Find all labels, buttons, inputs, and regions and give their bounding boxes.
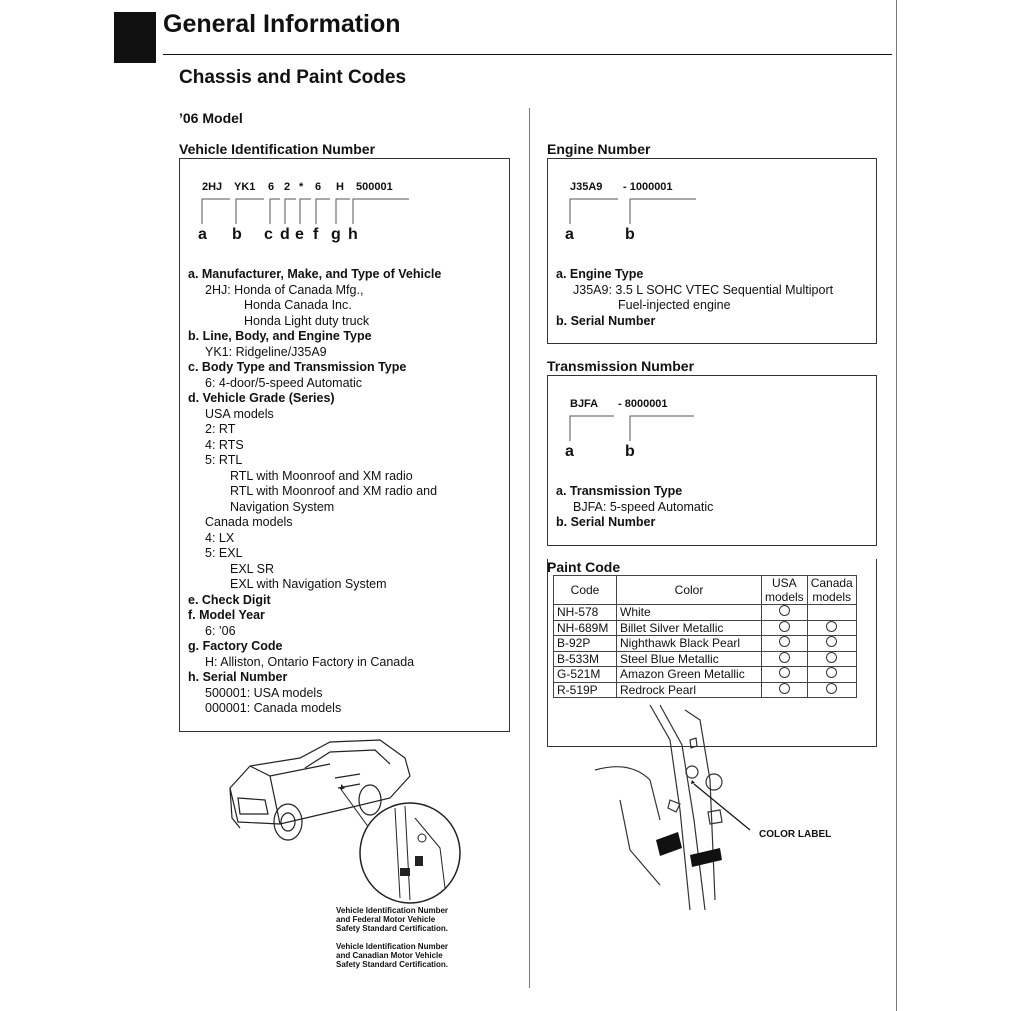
vin-desc-line: 2HJ: Honda of Canada Mfg.,	[205, 282, 364, 297]
availability-circle-icon	[826, 683, 837, 694]
vin-desc-line: 000001: Canada models	[205, 701, 342, 715]
vin-desc-f-heading: f. Model Year	[188, 608, 265, 622]
paint-color-cell: Redrock Pearl	[617, 682, 762, 698]
paint-row	[554, 667, 857, 683]
vin-desc-g-heading: g. Factory Code	[188, 639, 283, 653]
paint-table-body	[554, 605, 857, 698]
vin-desc-b-heading: b. Line, Body, and Engine Type	[188, 329, 372, 343]
vin-part-a: 2HJ	[202, 181, 223, 193]
page-edge-rule	[896, 0, 897, 1011]
vin-desc-line: RTL with Moonroof and XM radio	[230, 468, 413, 483]
paint-canada-availability-cell	[807, 620, 856, 636]
availability-circle-icon	[779, 636, 790, 647]
paint-code-cell: NH-689M	[554, 620, 617, 636]
paint-code-cell: B-92P	[554, 636, 617, 652]
vin-letter-e: e	[295, 226, 304, 243]
availability-circle-icon	[826, 667, 837, 678]
vin-callout-brackets	[180, 159, 511, 239]
engine-title: Engine Number	[547, 141, 651, 157]
engine-box	[547, 158, 877, 344]
paint-usa-availability-cell	[762, 682, 808, 698]
availability-circle-icon	[779, 652, 790, 663]
paint-header-code: Code	[554, 576, 617, 605]
caption-line: and Federal Motor Vehicle	[336, 915, 436, 924]
paint-canada-availability-cell	[807, 651, 856, 667]
vin-desc-line: 500001: USA models	[205, 685, 323, 700]
paint-row	[554, 682, 857, 698]
availability-circle-icon	[826, 621, 837, 632]
vin-part-b: YK1	[234, 181, 256, 193]
paint-header-canada-line2: models	[812, 590, 852, 604]
vin-desc-a-heading: a. Manufacturer, Make, and Type of Vehicle	[188, 267, 442, 281]
caption-line: and Canadian Motor Vehicle	[336, 951, 443, 960]
engine-letter-a: a	[565, 226, 574, 243]
engine-desc-line: Fuel-injected engine	[618, 298, 731, 312]
paint-row	[554, 636, 857, 652]
caption-vin-fmvss	[336, 906, 448, 933]
paint-header-usa	[762, 576, 808, 605]
chapter-tab-marker	[114, 12, 156, 63]
vin-desc-line: USA models	[205, 406, 274, 421]
paint-usa-availability-cell	[762, 636, 808, 652]
vin-desc-line: 5: EXL	[205, 546, 243, 560]
engine-callout-brackets	[548, 159, 878, 239]
vin-letter-g: g	[331, 226, 341, 243]
caption-line: Safety Standard Certification.	[336, 960, 449, 969]
vin-desc-line: H: Alliston, Ontario Factory in Canada	[205, 654, 415, 669]
paint-canada-availability-cell	[807, 667, 856, 683]
vin-desc-line: 5: RTL	[205, 453, 243, 467]
paint-canada-availability-cell	[807, 636, 856, 652]
vin-desc-line: Canada models	[205, 515, 293, 529]
paint-color-cell: Steel Blue Metallic	[617, 651, 762, 667]
vin-letter-d: d	[280, 226, 290, 243]
column-divider	[529, 108, 530, 988]
transmission-desc-b-heading: b. Serial Number	[556, 515, 656, 529]
paint-canada-availability-cell	[807, 682, 856, 698]
vin-letter-h: h	[348, 226, 358, 243]
transmission-letter-a: a	[565, 443, 574, 460]
caption-vin-cmvss	[336, 942, 448, 969]
availability-circle-icon	[779, 605, 790, 616]
vin-desc-line: YK1: Ridgeline/J35A9	[205, 344, 327, 359]
paint-canada-availability-cell	[807, 605, 856, 621]
vin-desc-line: 4: RTS	[205, 437, 244, 452]
paint-usa-availability-cell	[762, 620, 808, 636]
engine-desc-b-heading: b. Serial Number	[556, 313, 656, 328]
vin-title: Vehicle Identification Number	[179, 141, 376, 157]
caption-line: Vehicle Identification Number	[336, 942, 449, 951]
paint-row	[554, 651, 857, 667]
model-year-heading: ’06 Model	[179, 110, 243, 126]
transmission-desc-line: BJFA: 5-speed Automatic	[573, 499, 714, 514]
paint-usa-availability-cell	[762, 605, 808, 621]
vin-desc-line: 4: LX	[205, 530, 235, 545]
vin-desc-d-heading: d. Vehicle Grade (Series)	[188, 391, 335, 405]
vin-part-e: *	[299, 181, 304, 193]
transmission-title: Transmission Number	[547, 358, 695, 374]
paint-table-header	[554, 576, 857, 605]
paint-header-canada-line1: Canada	[810, 576, 853, 590]
availability-circle-icon	[826, 652, 837, 663]
vin-desc-c-heading: c. Body Type and Transmission Type	[188, 360, 407, 374]
engine-letter-b: b	[625, 226, 635, 243]
page-title: General Information	[163, 10, 401, 38]
vin-letter-f: f	[313, 226, 319, 243]
transmission-box	[547, 375, 877, 546]
transmission-code-b: - 8000001	[618, 398, 668, 410]
availability-circle-icon	[779, 683, 790, 694]
paint-code-cell: G-521M	[554, 667, 617, 683]
engine-code-a: J35A9	[570, 181, 603, 193]
vin-desc-line: Honda Canada Inc.	[244, 298, 352, 312]
paint-header-canada	[807, 576, 856, 605]
vin-part-d: 2	[284, 181, 291, 193]
door-jamb-illustration	[590, 700, 790, 910]
vin-letter-a: a	[198, 226, 207, 243]
vin-letter-b: b	[232, 226, 242, 243]
title-divider	[163, 54, 892, 55]
caption-line: Vehicle Identification Number	[336, 906, 449, 915]
paint-table	[553, 575, 857, 698]
section-title: Chassis and Paint Codes	[179, 67, 407, 88]
caption-line: Safety Standard Certification.	[336, 924, 449, 933]
transmission-code-a: BJFA	[570, 398, 599, 410]
vin-desc-line: EXL SR	[230, 561, 275, 576]
transmission-letter-b: b	[625, 443, 635, 460]
vin-desc-e-heading: e. Check Digit	[188, 592, 271, 607]
engine-code-b: - 1000001	[623, 181, 673, 193]
vin-part-h: 500001	[356, 181, 393, 193]
vin-desc-line: EXL with Navigation System	[230, 577, 387, 591]
vin-part-f: 6	[315, 181, 322, 193]
paint-usa-availability-cell	[762, 667, 808, 683]
paint-color-cell: White	[617, 605, 762, 621]
vin-desc-line: Honda Light duty truck	[244, 313, 370, 328]
vin-part-c: 6	[268, 181, 275, 193]
paint-header-color: Color	[617, 576, 762, 605]
vin-desc-line: 2: RT	[205, 422, 236, 436]
paint-color-cell: Amazon Green Metallic	[617, 667, 762, 683]
availability-circle-icon	[779, 621, 790, 632]
transmission-callout-brackets	[548, 376, 878, 456]
paint-code-cell: R-519P	[554, 682, 617, 698]
paint-row	[554, 620, 857, 636]
paint-color-cell: Nighthawk Black Pearl	[617, 636, 762, 652]
paint-header-usa-line2: models	[765, 590, 804, 604]
paint-table-wrap	[553, 575, 857, 698]
paint-color-cell: Billet Silver Metallic	[617, 620, 762, 636]
paint-code-cell: NH-578	[554, 605, 617, 621]
availability-circle-icon	[779, 667, 790, 678]
engine-desc-line: J35A9: 3.5 L SOHC VTEC Sequential Multiport	[573, 282, 834, 297]
vin-letter-c: c	[264, 226, 273, 243]
engine-desc-a-heading: a. Engine Type	[556, 267, 644, 281]
color-label-caption: COLOR LABEL	[759, 829, 832, 840]
vin-box	[179, 158, 510, 732]
paint-row	[554, 605, 857, 621]
vin-desc-line: 6: 4-door/5-speed Automatic	[205, 375, 363, 390]
vin-part-g: H	[336, 181, 344, 193]
availability-circle-icon	[826, 636, 837, 647]
transmission-desc-a-heading: a. Transmission Type	[556, 484, 683, 498]
vin-desc-h-heading: h. Serial Number	[188, 670, 288, 684]
truck-illustration	[210, 728, 490, 908]
vin-desc-line: RTL with Moonroof and XM radio and	[230, 484, 438, 498]
paint-code-cell: B-533M	[554, 651, 617, 667]
vin-desc-line: 6: ’06	[205, 623, 236, 638]
paint-usa-availability-cell	[762, 651, 808, 667]
paint-title: Paint Code	[547, 559, 621, 575]
paint-header-usa-line1: USA	[772, 576, 797, 590]
vin-desc-line: Navigation System	[230, 499, 335, 514]
